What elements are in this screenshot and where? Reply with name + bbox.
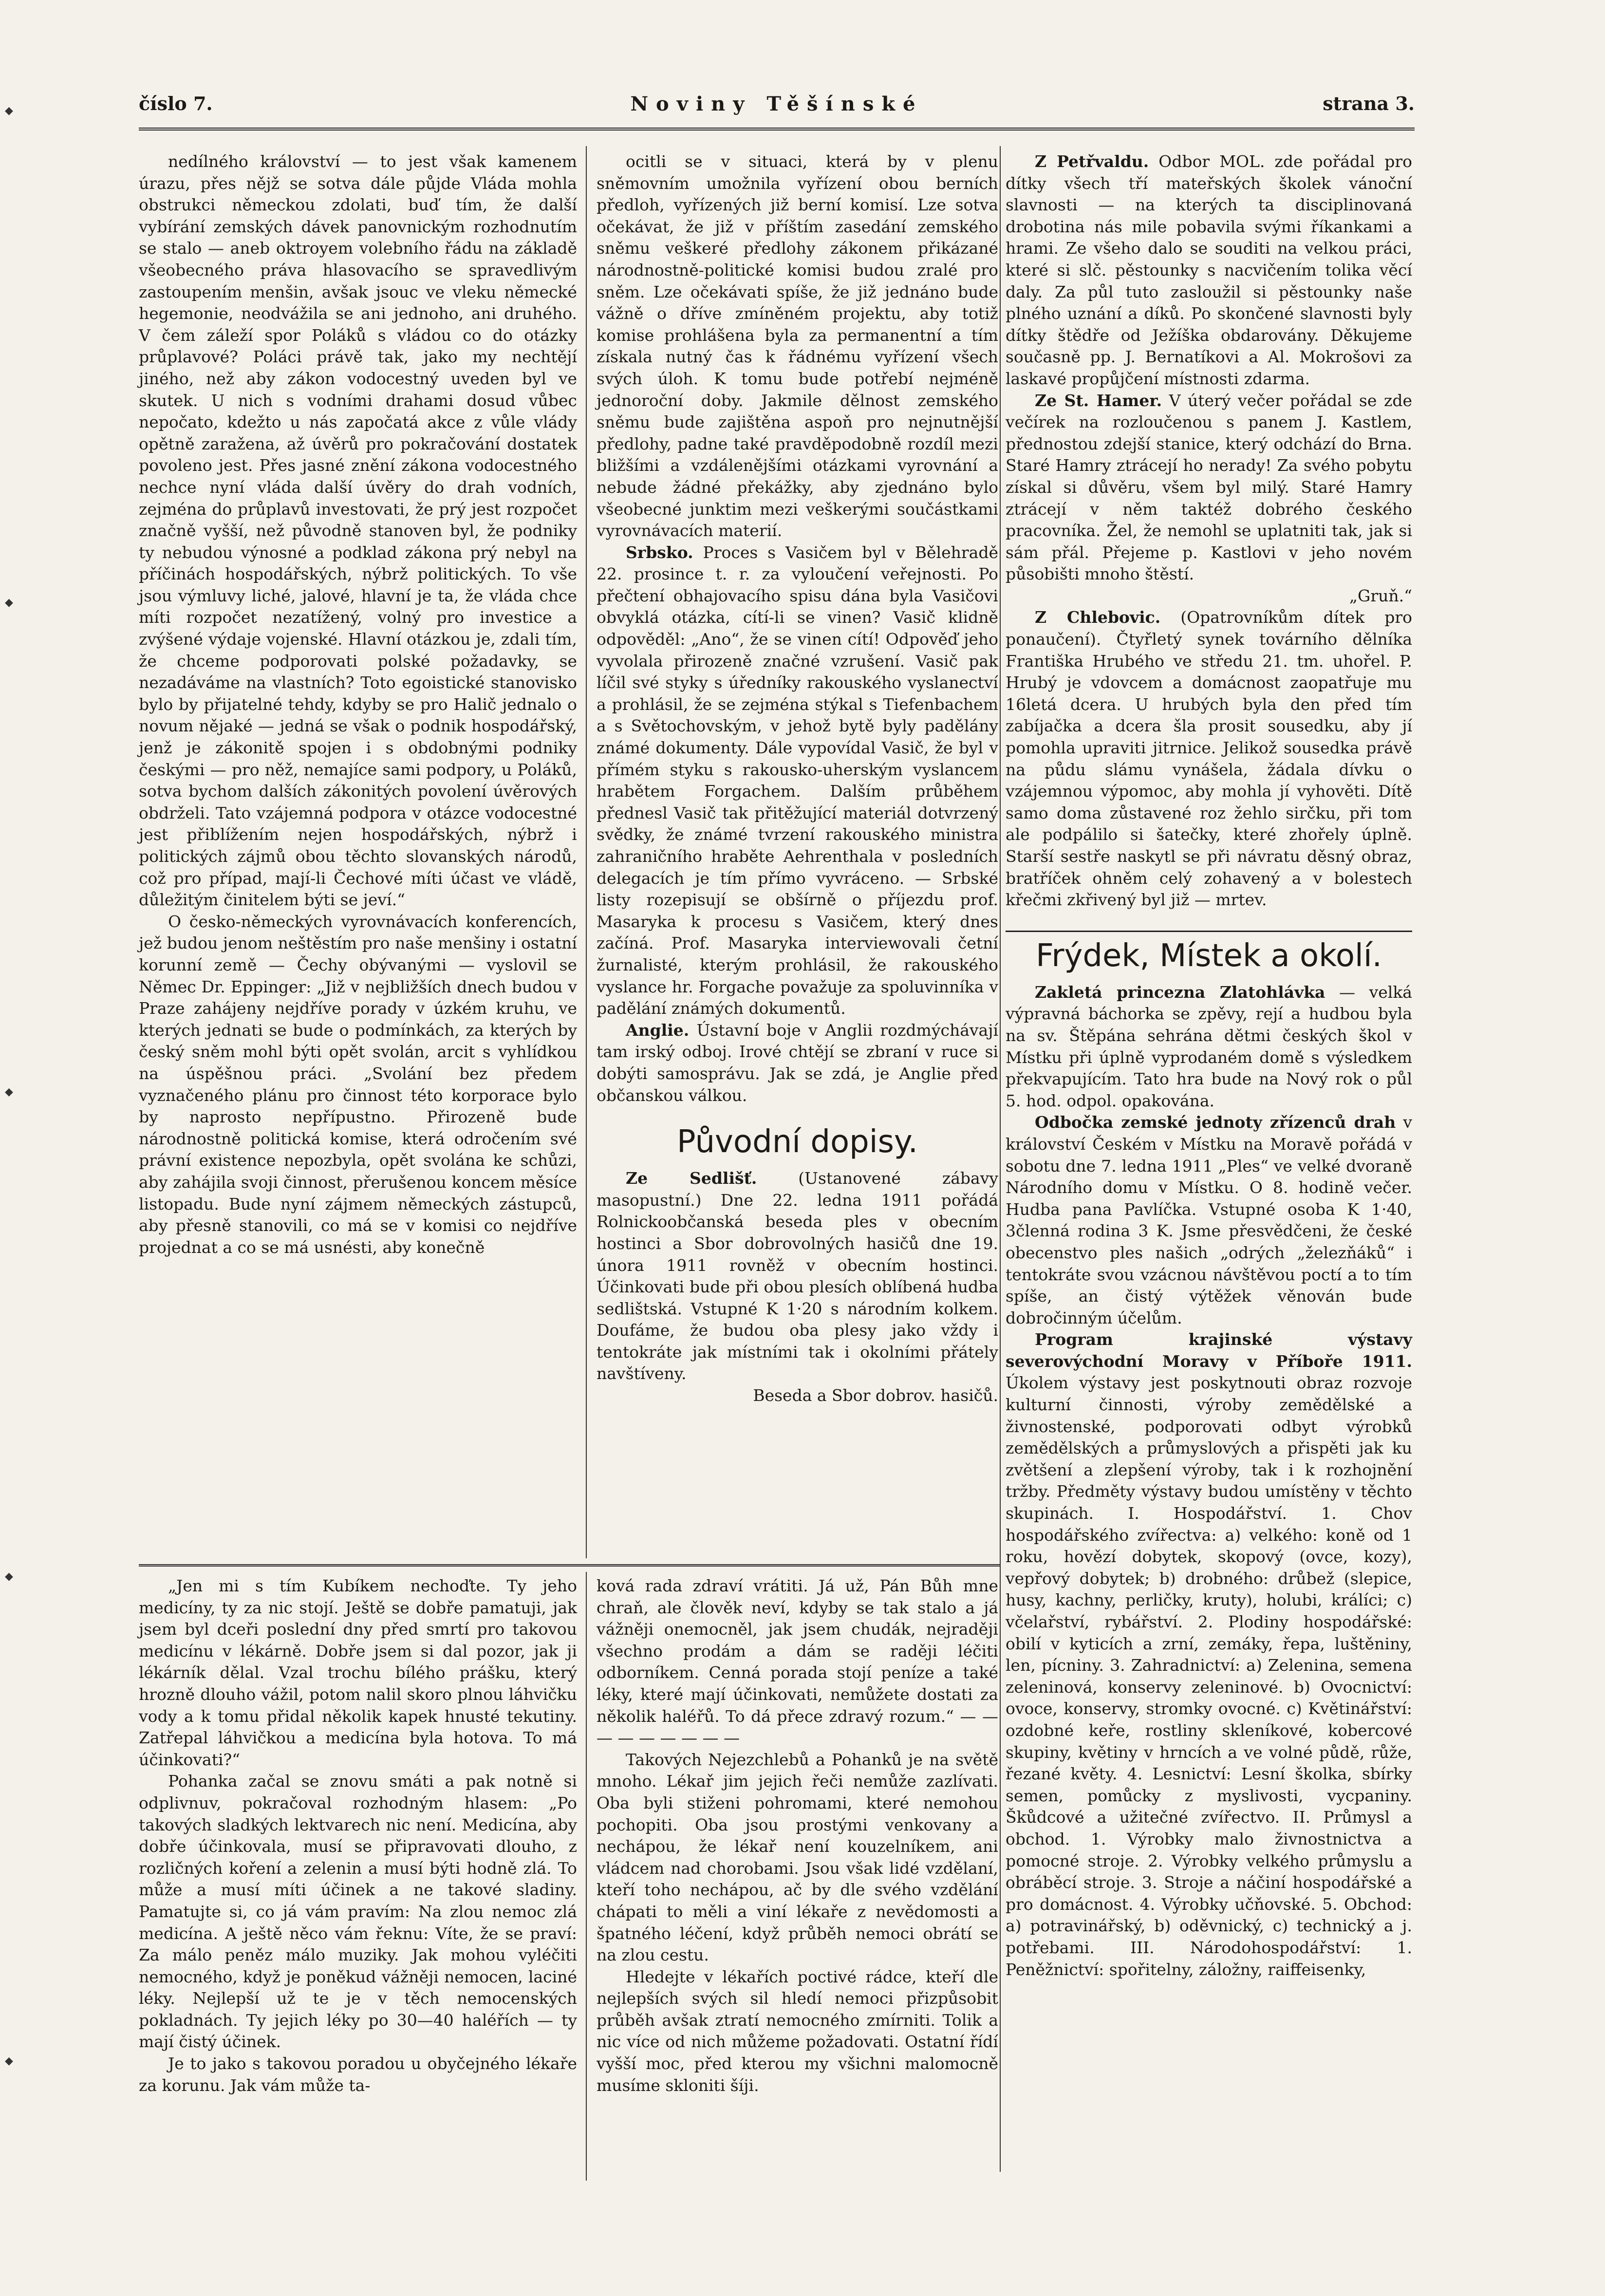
news-item-srbsko [597, 542, 998, 1020]
article-paragraph: nedílného království — to jest však kamenem úrazu, přes nějž se sotva dále půjde Vláda mohla obstrukci německou zdolati, buď tím, že další vybírání zemských dávek panovnickým rozhodnutím se stalo — aneb oktroyem volebního řádu na základě všeobecného práva hlasovacího se spravedlivým zastoupením menšin, avšak jsouc ve vleku německé hegemonie, neodvážila se ani jednoho, ani druhého. V čem záleží spor Poláků s vládou co do otázky průplavové? Poláci právě tak, jako my nechtějí jiného, než aby zákon vodocestný uveden byl ve skutek. U nich s vodními drahami dosud vůbec nepočato, kdežto u nás započatá akce z vůle vlády opětně zaražena, až úvěrů pro pokračování dostatek povoleno jest. Přes jasné znění zákona vodocestného nechce nyní vláda další úvěry do drah vodních, zejména do průplavů investovati, že prý jest rozpočet značně vyšší, než původně stanoven byl, že podniky ty nebudou výnosné a podklad zákona prý nebyl na příčinách hospodářských, nýbrž politických. To vše jsou výmluvy liché, jalové, hlavní je ta, že vláda chce míti rozpočet nezatížený, volný pro investice a zvýšené výdaje vojenské. Hlavní otázkou je, zdali tím, že chceme podporovati polské požadavky, se nezadáváme na vlastních? Toto egoistické stanovisko bylo by přijatelné tehdy, kdyby se pro Halič jednalo o novum nějaké — jedná se však o podnik hospodářský, jenž je zákonitě spojen i s obdobnými podniky českými — pro něž, nemajíce sami podpory, u Poláků, sotva bychom dalších zákonitých povolení úvěrových obdrželi. Tato vzájemná podpora v otázce vodocestné jest přiblížením nejen hospodářských, nýbrž i politických zájmů obou těchto slovanských národů, což pro případ, mají-li Čechové míti účast ve vládě, důležitým činitelem býti se jeví.“ [139, 152, 577, 910]
article-paragraph: O česko-německých vyrovnávacích konferencích, jež budou jenom neštěstím pro naše menšiny i ostatní korunní země — Čechy obývanými — vyslovil se Němec Dr. Eppinger: „Již v nejbližších dnech budou v Praze zahájeny nejdříve porady v úzkém kruhu, ve kterých jednati se bude o podmínkách, za kterých by český sněm mohl býti opět svolán, arcit s vyhlídkou na úspěšnou práci. „Svolání bez předem vyznačeného plánu pro činnost této korporace bylo by naprosto nepřípustno. Přirozeně bude národnostně politická komise, která odročením své právní existence nepozbyla, opět svolána ke schůzi, aby zahájila svoji činnost, přerušenou koncem měsíce listopadu. Bude nyní zájmem německých zástupců, aby přesně stanovili, co má se v komisi co nejdříve projednat a co se má usnésti, aby konečně [139, 912, 577, 1257]
feuilleton-rule [139, 1564, 1000, 1567]
punch-mark: ◆ [5, 1570, 13, 1583]
feuilleton-paragraph: Takových Nejezchlebů a Pohanků je na světě mnoho. Lékař jim jejich řeči nemůže zazlívati. Oba byli stiženi pohromami, které nemohou pochopiti. Oba jsou prostými venkovany a nechápou, že lékař není kouzelníkem, ani vládcem nad chorobami. Jsou však lidé vzdělaní, kteří toho nechápou, ač by dle svého vzdělání chápati to měli a viní lékaře z nevědomosti a špatného léčení, když průběh nemoci obrátí se na zlou cestu. [597, 1750, 998, 1965]
item-lead: Z Chlebovic. [1035, 608, 1161, 627]
feuilleton-paragraph: Je to jako s takovou poradou u obyčejného lékaře za korunu. Jak vám může ta- [139, 2054, 577, 2095]
feuilleton-paragraph: Hledejte v lékařích poctivé rádce, kteří dle nejlepších svých sil hledí nemoci přizpůsobit průběh avšak ztratí nemocného zmírniti. Tolik a nic více od nich můžeme požadovati. Ostatní řídí vyšší moc, před kterou my všichni malomocně musíme skloniti šíji. [597, 1967, 998, 2095]
punch-mark: ◆ [5, 105, 13, 117]
item-lead: Ze St. Hamer. [1035, 391, 1162, 410]
feuilleton-paragraph: „Jen mi s tím Kubíkem nechoďte. Ty jeho medicíny, ty za nic stojí. Ještě se dobře pamatuji, jak jsem byl dceři poslední dny před smrtí pro takovou medicínu v lékárně. Dobře jsem si dal pozor, jak ji lékárník dělal. Vzal trochu bílého prášku, který hrozně dlouho vážil, potom nalil skoro plnou láhvičku vody a k tomu přidal několik kapek hnusté tekutiny. Zatřepal láhvičkou a medicína byla hotova. To má účinkovati?“ [139, 1576, 577, 1769]
news-item-odbocka [1006, 1112, 1412, 1329]
item-lead: Anglie. [626, 1020, 690, 1040]
item-text: Ústavní boje v Anglii rozdmýchávají tam irský odboj. Irové chtějí se zbraní v ruce si dobýti samosprávu. Jak se zdá, je Anglie před občanskou válkou. [597, 1020, 998, 1105]
column-divider [586, 146, 587, 1558]
item-lead: Program krajinské výstavy severovýchodní Moravy v Příboře 1911. [1006, 1330, 1412, 1371]
newspaper-title: Noviny Těšínské [630, 93, 923, 115]
item-lead: Z Petřvaldu. [1035, 152, 1149, 171]
feuilleton-left [139, 1575, 577, 2174]
column-3-local-news [1006, 151, 1412, 2169]
item-text: Úkolem výstavy jest poskytnouti obraz rozvoje kulturní činnosti, výroby zemědělské a živnostenské, podporovati odbyt výrobků zemědělských a průmyslových a přispěti jak ku zvětšení a zlepšení výroby, tak i k rozhojnění tržby. Předměty výstavy budou umístěny v těchto skupinách. I. Hospodářství. 1. Chov hospodářského zvířectva: a) velkého: koně od 1 roku, hovězí dobytek, skopový (ovce, kozy), vepřový dobytek; b) drobného: drůbež (slepice, husy, kachny, perličky, kruty), holubi, králíci; c) včelařství, rybářství. 2. Plodiny hospodářské: obilí v kyticích a zrní, zemáky, řepa, luštěniny, len, pícniny. 3. Zahradnictví: a) Zelenina, semena zeleninová, konservy zeleninové. b) Ovocnictví: ovoce, konservy, stromky ovocné. c) Květinářství: ozdobné keře, rostliny skleníkové, kobercové skupiny, květiny v hrncích a ve volné půdě, růže, řezané květy. 4. Lesnictví: Lesní školka, sbírky semen, pomůcky z myslivosti, vycpaniny. Škůdcové a užitečné zvířectvo. II. Průmysl a obchod. 1. Výrobky malo živnostnictva a pomocné stroje. 2. Výrobky velkého průmyslu a obráběcí stroje. 3. Stroje a náčiní hospodářské a pro domácnost. 4. Výrobky učňovské. 5. Obchod: a) potravinářský, b) oděvnický, c) technický a j. potřebami. III. Národohospodářství: 1. Peněžnictví: spořitelny, záložny, raiffeisenky, [1006, 1373, 1412, 1979]
feuilleton-paragraph: Pohanka začal se znovu smáti a pak notně si odplivnuv, pokračoval rozhodným hlasem: „Po takových sladkých lektvarech nic není. Medicína, aby dobře účinkovala, musí se připravovati dlouho, z rozličných koření a zelenin a musí býti hodně zlá. To může a musí míti účinek a ne takové sladiny. Pamatujte si, co já vám pravím: Na zlou nemoc zlá medicína. A ještě něco vám řeknu: Víte, že se praví: Za málo peněz málo muziky. Jak mohou vyléčiti nemocného, když je poněkud vážněji nemocen, laciné léky. Nejlepší už te je v těch nemocenských pokladnách. Ty jejich léky po 30—40 haléřích — ty mají čistý účinek. [139, 1772, 577, 2052]
column-divider [1000, 146, 1001, 2172]
punch-mark: ◆ [5, 597, 13, 609]
column-divider [586, 1572, 587, 2181]
item-text: — velká výpravná báchorka se zpěvy, rejí a hudbou byla na sv. Štěpána sehrána dětmi českých škol v Místku při úplně vyprodaném domě s výsledkem překvapujícím. Tato hra bude na Nový rok o půl 5. hod. odpol. opakována. [1006, 982, 1412, 1110]
news-item-vystava [1006, 1329, 1412, 1980]
item-lead: Odbočka zemské jednoty zřízenců drah [1035, 1113, 1396, 1132]
punch-mark: ◆ [5, 2055, 13, 2067]
item-signature: „Gruň.“ [1349, 586, 1412, 605]
item-text: (Opatrovníkům dítek pro ponaučení). Čtyřletý synek továrního dělníka Františka Hrubého ve středu 21. tm. uhořel. P. Hrubý je vdovcem a domácnost zaopatřuje mu 16letá dcera. U hrubých byla den před tím zabíjačka a dcera šla prosit sousedku, aby jí pomohla upraviti jitrnice. Jelikož sousedka právě na půdu slámu vynášela, žádala dívku o vzájemnou výpomoc, aby mohla jí vyhověti. Dítě samo doma zůstavené roz žehlo sirčku, při tom ale podpálilo si šatečky, které zhořely úplně. Starší sestře naskytl se při návratu děsný obraz, bratříček ohněm celý zohavený a v bolestech křečmi zkřivený byl již — mrtev. [1006, 608, 1413, 910]
header-rule [139, 128, 1415, 131]
news-item-chlebovice [1006, 607, 1412, 911]
page-header [139, 93, 1415, 127]
section-heading-frydek-mistek: Frýdek, Místek a okolí. [1006, 931, 1412, 977]
news-item-petrvald [1006, 151, 1412, 390]
item-text: Odbor MOL. zde pořádal pro dítky všech tří mateřských školek vánoční slavnosti — na kterých ta disciplinovaná drobotina nás mile pobavila svými říkankami a hrami. Ze všeho dalo se souditi na velkou práci, které si slč. pěstounky s nacvičením tolika věcí daly. Za půl tuto zasloužil si pěstounky naše plného uznání a díků. Po skončené slavnosti byly dítky štědře od Ježíška obdarovány. Děkujeme současně pp. J. Bernatíkovi a Al. Mokrošovi za laskavé propůjčení místnosti zdarma. [1006, 152, 1412, 388]
issue-number: číslo 7. [139, 93, 213, 114]
punch-mark: ◆ [5, 1086, 13, 1098]
feuilleton-paragraph: ková rada zdraví vrátiti. Já už, Pán Bůh mne chraň, ale člověk neví, kdyby se tak stalo a já vážněji onemocněl, jak jsem chudák, nejraději všechno prodám a dám se raději léčiti odborníkem. Cenná porada stojí peníze a také léky, které mají účinkovati, nemůžete dostati za několik haléřů. To dá přece zdravý rozum.“ — — — — — — — — — [597, 1576, 998, 1748]
news-item-zlatohlavka [1006, 982, 1412, 1112]
column-1-article [139, 151, 577, 1558]
item-lead: Ze Sedlišť. [626, 1169, 757, 1188]
section-heading-puvodni-dopisy: Původní dopisy. [677, 1124, 918, 1160]
item-text: V úterý večer pořádal se zde večírek na rozloučenou s panem J. Kastlem, přednostou zdejší stanice, který odchází do Brna. Staré Hamry ztrácejí ho nerady! Za svého pobytu získal si důvěru, všem byl milý. Staré Hamry ztrácejí v něm taktéž dobrého českého pracovníka. Žel, že nemohl se uplatniti tak, jak si sám přál. Přejeme p. Kastlovi v jeho novém působišti mnoho štěstí. [1006, 391, 1412, 584]
column-2-article [597, 151, 999, 1405]
page-number: strana 3. [1323, 93, 1415, 114]
item-lead: Zakletá princezna Zlatohlávka [1035, 982, 1325, 1002]
news-item-sedlist [597, 1168, 998, 1385]
item-text: Proces s Vasičem byl v Bělehradě 22. prosince t. r. za vyloučení veřejnosti. Po přečtení obhajovacího spisu dána byla Vasičovi obvyklá otázka, cítí-li se vinen? Vasič klidně odpověděl: „Ano“, že se vinen cítí! Odpověď jeho vyvolala přirozeně značné vzrušení. Vasič pak líčil své styky s úředníky rakouského vyslanectví a prohlásil, že se zejména stýkal s Tiefenbachem a s Světochovským, v jehož bytě byly padělány známé dokumenty. Dále vypovídal Vasič, že byl v přímém styku s rakousko-uherským vyslancem hrabětem Forgachem. Dalším průběhem přednesl Vasič tak přitěžující materiál dotvrzený svědky, že známé tvrzení rakouského ministra zahraničního hraběte Aehrenthala v posledních delegacích je tím přímo vyvráceno. — Srbské listy rozepisují se obšírně o příjezdu prof. Masaryka k procesu s Vasičem, který dnes začíná. Prof. Masaryka interviewovali četní žurnalisté, kterým prohlásil, že rakouského vyslance hr. Forgache považuje za spoluvinníka v padělání známých dokumentů. [597, 542, 998, 1018]
item-text: v království Českém v Místku na Moravě pořádá v sobotu dne 7. ledna 1911 „Ples“ ve velké dvoraně Národního domu v Místku. O 8. hodině večer. Hudba pana Pavlíčka. Vstupné osoba K 1·40, 3členná rodina 3 K. Jsme přesvědčeni, že české obecenstvo ples našich „odrých „železňáků“ i tentokráte svou vzácnou návštěvou poctí a to tím spíše, an čistý výtěžek věnován bude dobročinným účelům. [1006, 1113, 1412, 1327]
item-text: (Ustanovené zábavy masopustní.) Dne 22. ledna 1911 pořádá Rolnickoobčanská beseda ples v obecním hostinci a Sbor dobrovolných hasičů dne 19. února 1911 rovněž v obecním hostinci. Účinkovati bude při obou plesích oblíbená hudba sedlištská. Vstupné K 1·20 s národním kolkem. Doufáme, že budou oba plesy jako vždy i tentokráte jak místními tak i okolními přátely navštíveny. [597, 1169, 999, 1383]
item-lead: Srbsko. [626, 542, 693, 562]
news-item-anglie [597, 1020, 998, 1106]
feuilleton-right [597, 1575, 998, 2150]
item-signature: Beseda a Sbor dobrov. hasičů. [753, 1386, 998, 1405]
news-item-st-hamry [1006, 390, 1412, 585]
article-paragraph: ocitli se v situaci, která by v plenu sněmovním umožnila vyřízení obou berních předloh, vyřízených již berní komisí. Lze sotva očekávat, že již v příštím zasedání zemského sněmu veškeré předlohy zákonem přikázané národnostně-politické komisi budou zralé pro sněm. Lze očekávati spíše, že již jednáno bude vážně o dříve zmíněném projektu, aby totiž komise prohlášena byla za permanentní a tím získala nutný čas k řádnému vyřízení všech svých úloh. K tomu bude potřebí nejméně jednoroční doby. Jakmile dělnost zemského sněmu bude zajištěna aspoň pro nejnutnější předlohy, padne také pravděpodobně rozdíl mezi bližšími a vzdálenějšími otázkami vyrovnání a nebude žádné překážky, aby zjednáno bylo všeobecné junktim mezi veškerými součástkami vyrovnávacích materií. [597, 152, 998, 541]
